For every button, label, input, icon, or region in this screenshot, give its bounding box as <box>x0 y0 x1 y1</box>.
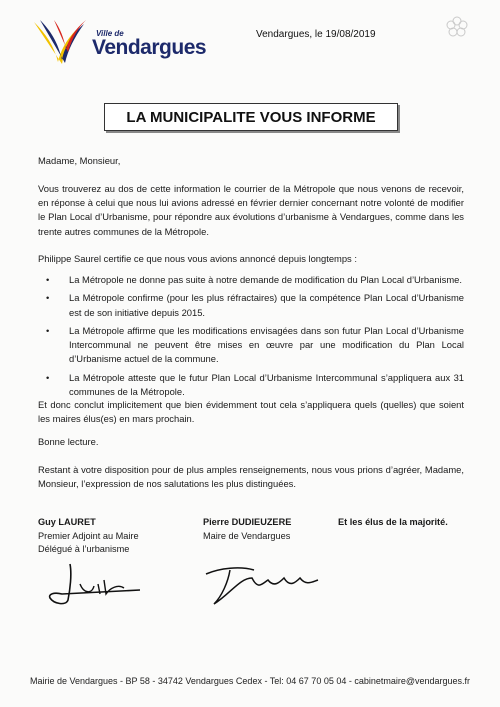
list-item: • La Métropole ne donne pas suite à notre demande de modification du Plan Local d’Urbanisme. <box>38 273 464 287</box>
footer-contact: Mairie de Vendargues - BP 58 - 34742 Vendargues Cedex - Tel: 04 67 70 05 04 - cabinetmaire@vendargues.fr <box>29 676 471 686</box>
vendargues-logo <box>32 16 207 68</box>
logo-city-name: Vendargues <box>92 36 207 59</box>
date-line: Vendargues, le 19/08/2019 <box>256 29 376 40</box>
list-item: • La Métropole affirme que les modifications envisagées dans son futur Plan Local d’Urbanisme Intercommunal ne peuvent être mises en œuvre par une modification du Plan Local d’Urbanisme actuel de la commune. <box>38 324 464 367</box>
logo-small-text: Ville de <box>96 29 124 38</box>
signer-role: Premier Adjoint au Maire <box>38 530 139 541</box>
handwritten-signature-center <box>200 560 330 610</box>
page-title: LA MUNICIPALITE VOUS INFORME <box>104 103 398 131</box>
signature-block-right <box>338 516 448 530</box>
signer-role: Maire de Vendargues <box>203 530 291 541</box>
paragraph-2: Philippe Saurel certifie ce que nous vous avions annoncé depuis longtemps : <box>38 253 357 264</box>
list-item: • La Métropole confirme (pour les plus réfractaires) que la compétence Plan Local d’Urbanisme est de son initiative depuis 2015. <box>38 291 464 319</box>
logo-swoosh-icon <box>32 16 94 68</box>
signature-block-center <box>203 516 291 543</box>
list-item: • La Métropole atteste que le futur Plan Local d’Urbanisme Intercommunal s’appliquera aux 31 communes de la Métropole. <box>38 371 464 399</box>
signature-block-left <box>38 516 139 557</box>
majority-note: Et les élus de la majorité. <box>338 517 448 527</box>
handwritten-signature-left <box>40 560 150 610</box>
signer-name: Pierre DUDIEUZERE <box>203 517 292 527</box>
bullet-list <box>38 273 464 403</box>
paragraph-1: Vous trouverez au dos de cette information le courrier de la Métropole que nous venons de recevoir, en réponse à celui que nous lui avions adressé en février dernier concernant notre volonté de modifier le Plan Local d’Urbanisme, pour répondre aux évolutions d’urbanisme à Vendargues, comme dans les trente autres communes de la Métropole. <box>38 183 464 237</box>
signer-name: Guy LAURET <box>38 517 96 527</box>
paragraph-4: Bonne lecture. <box>38 436 99 447</box>
paragraph-5: Restant à votre disposition pour de plus amples renseignements, nous vous prions d’agréer, Madame, Monsieur, l’expression de nos salutations les plus distinguées. <box>38 464 464 490</box>
salutation: Madame, Monsieur, <box>38 155 121 166</box>
flower-icon <box>446 16 468 38</box>
signer-role: Délégué à l’urbanisme <box>38 544 130 554</box>
paragraph-3: Et donc conclut implicitement que bien évidemment tout cela s’appliquera quels (quelles) que soient les maires élus(es) en mars prochain. <box>38 399 464 425</box>
